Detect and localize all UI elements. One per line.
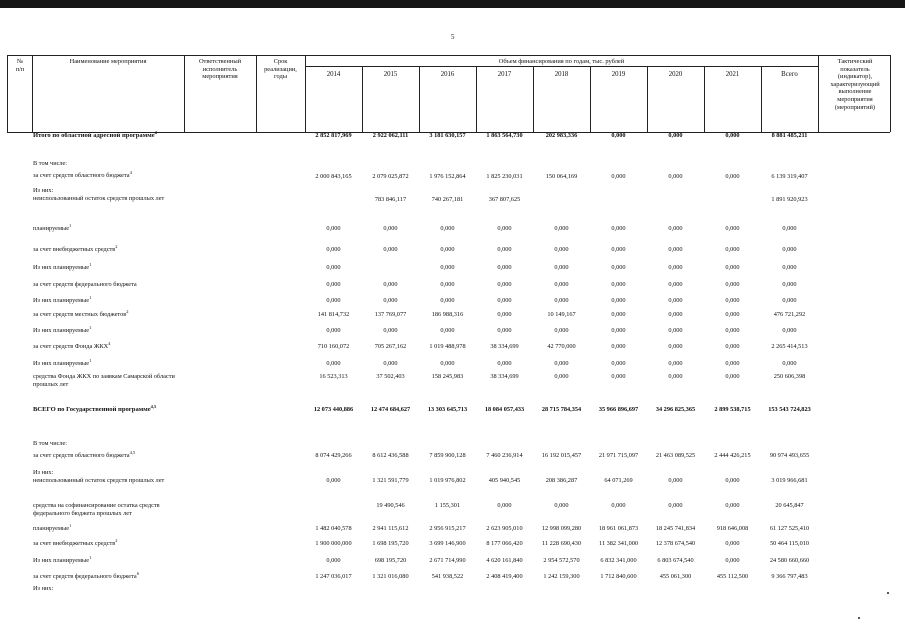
row-label-text: неиспользованный остаток средств прошлых лет	[33, 477, 165, 484]
value-cell: 1 019 488,978	[429, 343, 466, 350]
row-label-text: за счет средств Фонда ЖКХ	[33, 343, 109, 350]
value-cell: 0,000	[725, 373, 740, 380]
row-label	[33, 502, 183, 518]
value-cell: 3 181 630,157	[429, 132, 466, 139]
value-cell: 0,000	[611, 502, 626, 509]
value-cell: 2 956 915,217	[429, 525, 466, 532]
footnote-marker: 4,5	[150, 403, 157, 409]
row-label	[33, 324, 183, 335]
value-cell: 0,000	[554, 246, 569, 253]
value-cell: 11 382 341,000	[598, 540, 639, 547]
value-cell: 0,000	[725, 343, 740, 350]
value-cell: 8 881 485,211	[771, 132, 808, 139]
value-cell: 0,000	[326, 246, 341, 253]
column-divider	[305, 55, 306, 132]
value-cell: 1 155,301	[434, 502, 461, 509]
row-label-text: за счет внебюджетных средств	[33, 540, 116, 547]
row-label-text: планируемые	[33, 525, 69, 532]
column-divider	[890, 55, 891, 132]
value-cell: 38 334,699	[490, 343, 519, 350]
value-cell: 208 386,287	[545, 477, 578, 484]
value-cell: 0,000	[725, 502, 740, 509]
row-label-text: за счет внебюджетных средств	[33, 246, 116, 253]
top-border	[0, 0, 905, 8]
year-column-divider	[362, 66, 363, 132]
scan-speck	[858, 617, 860, 619]
value-cell: 64 071,269	[604, 477, 633, 484]
value-cell: 3 699 146,900	[429, 540, 466, 547]
value-cell: 10 149,167	[547, 311, 576, 318]
value-cell: 541 938,522	[431, 573, 464, 580]
value-cell: 0,000	[554, 327, 569, 334]
row-label-text: Из них планируемые	[33, 557, 90, 564]
value-cell: 918 646,008	[716, 525, 749, 532]
row-label	[33, 373, 183, 389]
value-cell: 0,000	[611, 360, 626, 367]
value-cell: 2 265 414,513	[771, 343, 808, 350]
value-cell: 11 228 690,430	[541, 540, 582, 547]
value-cell: 8 074 429,266	[315, 452, 352, 459]
value-cell: 0,000	[497, 297, 512, 304]
row-label	[33, 570, 183, 581]
row-label	[33, 222, 183, 233]
header-name: Наименование мероприятия	[69, 58, 147, 65]
year-header: 2020	[668, 71, 683, 78]
value-cell: 0,000	[440, 297, 455, 304]
value-cell: 0,000	[782, 246, 797, 253]
row-label	[33, 554, 183, 565]
row-label	[33, 469, 183, 477]
row-label	[33, 357, 183, 368]
row-label-text: Итого по областной адресной программе	[33, 132, 155, 139]
row-label-text: средства на софинансирование остатка средств федерального бюджета прошлых лет	[33, 502, 160, 517]
value-cell: 141 814,732	[317, 311, 350, 318]
value-cell: 2 444 426,215	[714, 452, 751, 459]
value-cell: 2 899 538,715	[714, 406, 751, 413]
value-cell: 405 940,545	[488, 477, 521, 484]
year-column-divider	[590, 66, 591, 132]
year-header: 2016	[440, 71, 455, 78]
value-cell: 137 769,077	[374, 311, 407, 318]
value-cell: 12 378 674,540	[655, 540, 696, 547]
value-cell: 0,000	[383, 360, 398, 367]
header-term: Срок реализации, годы	[264, 58, 297, 81]
value-cell: 2 000 843,165	[315, 173, 352, 180]
value-cell: 50 464 115,010	[769, 540, 810, 547]
value-cell: 0,000	[611, 373, 626, 380]
value-cell: 1 321 591,779	[372, 477, 409, 484]
value-cell: 0,000	[497, 225, 512, 232]
value-cell: 1 482 040,578	[315, 525, 352, 532]
value-cell: 0,000	[497, 360, 512, 367]
value-cell: 1 242 159,300	[543, 573, 580, 580]
value-cell: 1 900 000,000	[315, 540, 352, 547]
value-cell: 0,000	[782, 281, 797, 288]
row-label-text: Из них:	[33, 187, 54, 194]
column-divider	[7, 55, 8, 132]
value-cell: 0,000	[611, 281, 626, 288]
value-cell: 710 160,072	[317, 343, 350, 350]
funding-subheader-line	[305, 66, 818, 67]
value-cell: 455 112,500	[716, 573, 749, 580]
value-cell: 0,000	[725, 311, 740, 318]
row-label-text: планируемые	[33, 225, 69, 232]
value-cell: 0,000	[668, 281, 683, 288]
header-funding: Объем финансирования по годам, тыс. рублей	[498, 58, 625, 65]
value-cell: 705 267,162	[374, 343, 407, 350]
year-header: 2018	[554, 71, 569, 78]
row-label-text: Из них планируемые	[33, 360, 90, 367]
value-cell: 2 671 714,990	[429, 557, 466, 564]
row-label	[33, 294, 183, 305]
header-indicator: Тактический показатель (индикатор), характеризующий выполнение мероприятия (мероприятий)	[830, 58, 880, 111]
value-cell: 158 245,983	[431, 373, 464, 380]
value-cell: 0,000	[611, 246, 626, 253]
page-number: 5	[451, 33, 455, 41]
value-cell: 0,000	[440, 360, 455, 367]
value-cell: 0,000	[611, 173, 626, 180]
value-cell: 0,000	[554, 225, 569, 232]
value-cell: 24 580 660,660	[769, 557, 810, 564]
value-cell: 6 832 341,000	[600, 557, 637, 564]
value-cell: 0,000	[668, 373, 683, 380]
value-cell: 0,000	[440, 225, 455, 232]
footnote-marker: 1	[89, 554, 92, 560]
value-cell: 0,000	[440, 281, 455, 288]
value-cell: 0,000	[668, 225, 683, 232]
year-header: 2017	[497, 71, 512, 78]
row-label	[33, 585, 183, 593]
row-label-text: В том числе:	[33, 160, 68, 167]
value-cell: 0,000	[668, 297, 683, 304]
value-cell: 0,000	[725, 281, 740, 288]
value-cell: 0,000	[668, 502, 683, 509]
value-cell: 0,000	[554, 264, 569, 271]
value-cell: 740 267,181	[431, 196, 464, 203]
year-column-divider	[761, 66, 762, 132]
value-cell: 0,000	[554, 297, 569, 304]
value-cell: 0,000	[611, 343, 626, 350]
value-cell: 0,000	[782, 225, 797, 232]
value-cell: 20 645,847	[775, 502, 804, 509]
value-cell: 6 139 319,407	[771, 173, 808, 180]
footnote-marker: 1	[68, 522, 72, 528]
value-cell: 2 954 572,570	[543, 557, 580, 564]
year-column-divider	[476, 66, 477, 132]
value-cell: 42 770,000	[547, 343, 576, 350]
footnote-marker: 4	[129, 169, 132, 175]
value-cell: 0,000	[497, 502, 512, 509]
scan-speck	[887, 592, 889, 594]
value-cell: 153 543 724,823	[768, 406, 811, 413]
value-cell: 0,000	[725, 540, 740, 547]
value-cell: 2 941 115,612	[372, 525, 409, 532]
row-label-text: средства Фонда ЖКХ по заявкам Самарской области прошлых лет	[33, 373, 175, 388]
row-label	[33, 169, 183, 180]
header-executor: Ответственный исполнитель мероприятия	[198, 58, 242, 81]
value-cell: 0,000	[497, 246, 512, 253]
column-divider	[184, 55, 185, 132]
value-cell: 1 698 195,720	[372, 540, 409, 547]
row-label	[33, 477, 183, 485]
value-cell: 21 971 715,097	[598, 452, 639, 459]
value-cell: 0,000	[668, 343, 683, 350]
footnote-marker: 1	[89, 261, 92, 267]
value-cell: 1 247 036,017	[315, 573, 352, 580]
value-cell: 0,000	[326, 557, 341, 564]
value-cell: 698 195,720	[374, 557, 407, 564]
value-cell: 150 064,169	[545, 173, 578, 180]
value-cell: 0,000	[440, 264, 455, 271]
row-label	[33, 261, 183, 272]
value-cell: 0,000	[383, 297, 398, 304]
value-cell: 16 192 015,457	[541, 452, 582, 459]
value-cell: 0,000	[554, 360, 569, 367]
value-cell: 90 974 493,655	[769, 452, 810, 459]
value-cell: 0,000	[440, 327, 455, 334]
row-label-text: за счет средств федерального бюджета	[33, 573, 137, 580]
header-top-line	[7, 55, 890, 56]
row-label	[33, 187, 183, 195]
value-cell: 0,000	[725, 173, 740, 180]
value-cell: 0,000	[326, 327, 341, 334]
value-cell: 0,000	[554, 373, 569, 380]
value-cell: 0,000	[326, 281, 341, 288]
footnote-marker: 6	[136, 570, 139, 576]
value-cell: 0,000	[668, 477, 683, 484]
value-cell: 0,000	[611, 132, 626, 139]
year-header: 2014	[326, 71, 341, 78]
row-label-text: В том числе:	[33, 440, 68, 447]
row-label-text: неиспользованный остаток средств прошлых лет	[33, 195, 165, 202]
value-cell: 0,000	[725, 327, 740, 334]
footnote-marker: 2	[115, 243, 118, 249]
footnote-marker: 4	[108, 340, 111, 346]
value-cell: 0,000	[725, 477, 740, 484]
value-cell: 0,000	[383, 246, 398, 253]
value-cell: 0,000	[668, 360, 683, 367]
value-cell: 0,000	[326, 360, 341, 367]
value-cell: 4 620 161,840	[486, 557, 523, 564]
value-cell: 7 859 900,128	[429, 452, 466, 459]
row-label	[33, 129, 183, 140]
row-label	[33, 537, 183, 548]
value-cell: 0,000	[611, 311, 626, 318]
row-label-text: Из них планируемые	[33, 327, 90, 334]
value-cell: 12 998 099,280	[541, 525, 582, 532]
column-divider	[32, 55, 33, 132]
row-label	[33, 340, 183, 351]
value-cell: 34 296 825,365	[655, 406, 696, 413]
value-cell: 0,000	[668, 264, 683, 271]
value-cell: 8 612 436,588	[372, 452, 409, 459]
value-cell: 2 922 062,111	[372, 132, 409, 139]
value-cell: 0,000	[611, 264, 626, 271]
value-cell: 0,000	[440, 246, 455, 253]
year-header: 2019	[611, 71, 626, 78]
row-label	[33, 281, 183, 289]
value-cell: 0,000	[497, 311, 512, 318]
value-cell: 0,000	[725, 246, 740, 253]
footnote-marker: 1	[89, 324, 92, 330]
value-cell: 12 474 684,627	[370, 406, 411, 413]
value-cell: 0,000	[725, 264, 740, 271]
value-cell: 0,000	[383, 225, 398, 232]
value-cell: 13 303 645,713	[427, 406, 468, 413]
value-cell: 0,000	[326, 264, 341, 271]
row-label-text: ВСЕГО по Государственной программе	[33, 406, 151, 413]
value-cell: 0,000	[668, 311, 683, 318]
value-cell: 0,000	[611, 225, 626, 232]
year-column-divider	[647, 66, 648, 132]
value-cell: 1 863 564,730	[486, 132, 523, 139]
value-cell: 1 321 016,080	[372, 573, 409, 580]
value-cell: 0,000	[383, 281, 398, 288]
row-label	[33, 160, 183, 168]
value-cell: 8 177 066,420	[486, 540, 523, 547]
value-cell: 1 976 152,864	[429, 173, 466, 180]
year-column-divider	[419, 66, 420, 132]
value-cell: 0,000	[326, 297, 341, 304]
value-cell: 0,000	[782, 360, 797, 367]
row-label	[33, 195, 183, 203]
row-label	[33, 440, 183, 448]
year-header: 2015	[383, 71, 398, 78]
column-divider	[256, 55, 257, 132]
value-cell: 18 961 061,873	[598, 525, 639, 532]
row-label-text: Из них планируемые	[33, 264, 90, 271]
year-header: 2021	[725, 71, 740, 78]
row-label	[33, 522, 183, 533]
value-cell: 19 490,546	[376, 502, 405, 509]
value-cell: 0,000	[554, 502, 569, 509]
row-label-text: Из них планируемые	[33, 297, 90, 304]
value-cell: 0,000	[668, 173, 683, 180]
value-cell: 0,000	[725, 297, 740, 304]
value-cell: 16 523,313	[319, 373, 348, 380]
row-label-text: Из них:	[33, 585, 54, 592]
value-cell: 18 084 057,433	[484, 406, 525, 413]
value-cell: 2 852 817,969	[315, 132, 352, 139]
row-label	[33, 308, 183, 319]
header-number: № п/п	[15, 58, 25, 73]
value-cell: 28 715 784,354	[541, 406, 582, 413]
value-cell: 38 334,699	[490, 373, 519, 380]
value-cell: 0,000	[326, 477, 341, 484]
value-cell: 0,000	[497, 264, 512, 271]
value-cell: 0,000	[725, 557, 740, 564]
value-cell: 3 019 966,681	[771, 477, 808, 484]
value-cell: 2 408 419,400	[486, 573, 523, 580]
footnote-marker: 4,5	[129, 449, 136, 455]
footnote-marker: 1	[89, 357, 92, 363]
value-cell: 0,000	[611, 297, 626, 304]
value-cell: 0,000	[326, 225, 341, 232]
row-label	[33, 403, 183, 414]
footnote-marker: 4	[154, 129, 157, 135]
row-label	[33, 243, 183, 254]
value-cell: 202 983,336	[545, 132, 578, 139]
value-cell: 9 366 797,483	[771, 573, 808, 580]
year-column-divider	[704, 66, 705, 132]
value-cell: 2 623 905,010	[486, 525, 523, 532]
value-cell: 0,000	[497, 281, 512, 288]
value-cell: 2 079 025,872	[372, 173, 409, 180]
value-cell: 455 061,300	[659, 573, 692, 580]
value-cell: 1 712 840,600	[600, 573, 637, 580]
value-cell: 0,000	[611, 327, 626, 334]
value-cell: 37 502,403	[376, 373, 405, 380]
value-cell: 0,000	[782, 297, 797, 304]
value-cell: 0,000	[554, 281, 569, 288]
value-cell: 0,000	[725, 225, 740, 232]
value-cell: 18 245 741,834	[655, 525, 696, 532]
value-cell: 61 127 525,410	[769, 525, 810, 532]
value-cell: 783 846,117	[374, 196, 407, 203]
value-cell: 0,000	[725, 132, 740, 139]
year-column-divider	[533, 66, 534, 132]
value-cell: 35 966 896,697	[598, 406, 639, 413]
footnote-marker: 1	[89, 294, 92, 300]
value-cell: 1 019 976,802	[429, 477, 466, 484]
row-label-text: за счет средств областного бюджета	[33, 172, 130, 179]
value-cell: 12 073 440,886	[313, 406, 354, 413]
value-cell: 0,000	[497, 327, 512, 334]
value-cell: 1 825 230,031	[486, 173, 523, 180]
value-cell: 0,000	[668, 327, 683, 334]
value-cell: 476 721,292	[773, 311, 806, 318]
value-cell: 367 807,625	[488, 196, 521, 203]
row-label	[33, 449, 183, 460]
value-cell: 0,000	[383, 327, 398, 334]
row-label-text: Из них:	[33, 469, 54, 476]
row-label-text: за счет средств местных бюджетов	[33, 311, 127, 318]
footnote-marker: 1	[68, 222, 72, 228]
value-cell: 0,000	[782, 327, 797, 334]
value-cell: 186 988,316	[431, 311, 464, 318]
value-cell: 21 463 089,525	[655, 452, 696, 459]
year-header: Всего	[781, 71, 798, 78]
footnote-marker: 2	[126, 308, 129, 314]
value-cell: 0,000	[668, 132, 683, 139]
value-cell: 7 460 236,914	[486, 452, 523, 459]
value-cell: 1 891 920,923	[771, 196, 808, 203]
value-cell: 250 606,398	[773, 373, 806, 380]
value-cell: 0,000	[668, 246, 683, 253]
footnote-marker: 2	[115, 537, 118, 543]
row-label-text: за счет средств федерального бюджета	[33, 281, 137, 288]
value-cell: 0,000	[782, 264, 797, 271]
value-cell: 6 803 674,540	[657, 557, 694, 564]
row-label-text: за счет средств областного бюджета	[33, 452, 130, 459]
column-divider	[818, 55, 819, 132]
value-cell: 0,000	[725, 360, 740, 367]
